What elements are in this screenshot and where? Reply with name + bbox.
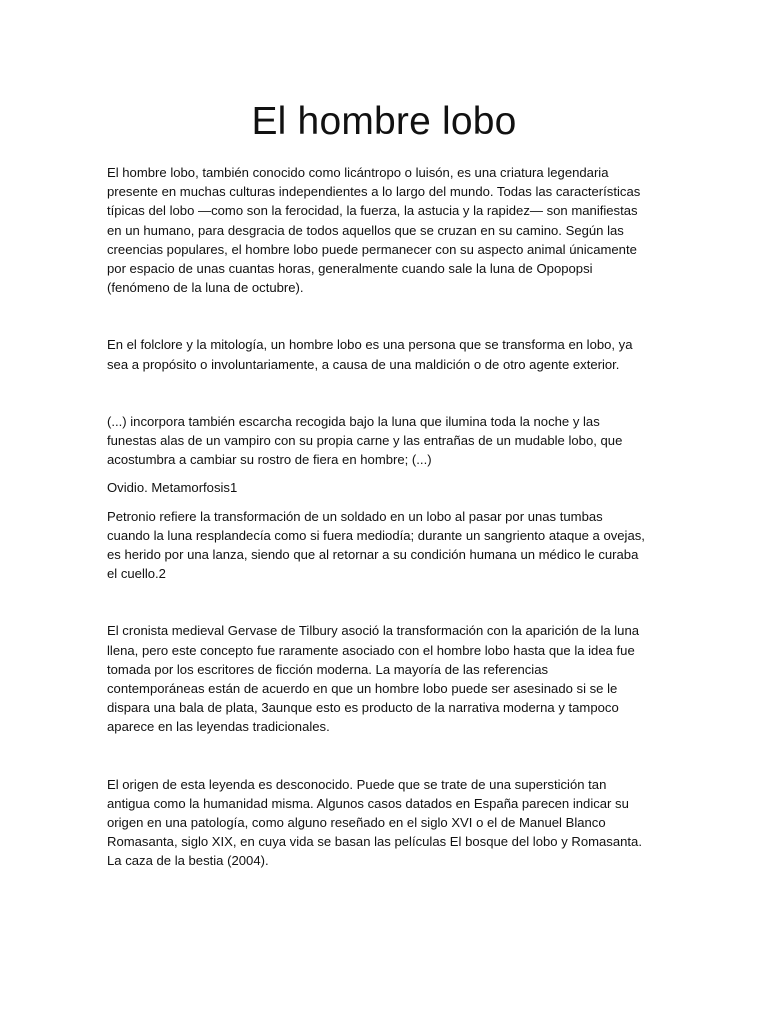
paragraph-folklore: En el folclore y la mitología, un hombre lobo es una persona que se transforma en lobo, ya sea a propósito o involuntariamente, a causa de una maldición o de otro agente exterior.: [107, 337, 633, 372]
paragraph-ovid-quote: (...) incorpora también escarcha recogida bajo la luna que ilumina toda la noche y las funestas alas de un vampiro con su propia carne y las entrañas de un mudable lobo, que acostumbra a cambiar su rostro de fiera en hombre; (...): [107, 413, 623, 468]
paragraph-intro: El hombre lobo, también conocido como licántropo o luisón, es una criatura legendaria presente en muchas culturas independientes a lo largo del mundo. Todas las características típicas del lobo —como son la ferocidad, la fuerza, la astucia y la rapidez— son manifiestas en un humano, para desgracia de todos aquellos que se cruzan en su camino. Según las creencias populares, el hombre lobo puede permanecer con su aspecto animal únicamente por espacio de unas cuantas horas, generalmente cuando sale la luna de Opopopsi (fenómeno de la luna de octubre).: [107, 165, 641, 296]
page-title: El hombre lobo: [251, 100, 517, 143]
paragraph-origin: El origen de esta leyenda es desconocido. Puede que se trate de una superstición tan antigua como la humanidad misma. Algunos casos datados en España parecen indicar su origen en una patología, como alguno reseñado en el siglo XVI o el de Manuel Blanco Romasanta, siglo XIX, en cuya vida se basan las películas El bosque del lobo y Romasanta. La caza de la bestia (2004).: [107, 776, 642, 869]
paragraph-ovid-citation: Ovidio. Metamorfosis1: [107, 480, 238, 496]
document-body: [107, 163, 647, 871]
paragraph-gervase: El cronista medieval Gervase de Tilbury asoció la transformación con la aparición de la luna llena, pero este concepto fue raramente asociado con el hombre lobo hasta que la idea fue tomada por los escritores de ficción moderna. La mayoría de las referencias contemporáneas están de acuerdo en que un hombre lobo puede ser asesinado si se le dispara una bala de plata, 3aunque esto es producto de la narrativa moderna y tampoco aparece en las leyendas tradicionales.: [107, 623, 640, 735]
paragraph-petronio: Petronio refiere la transformación de un soldado en un lobo al pasar por unas tumbas cuando la luna resplandecía como si fuera mediodía; durante un sangriento ataque a ovejas, es herido por una lanza, siendo que al retornar a su condición humana un médico le curaba el cuello.2: [107, 508, 645, 582]
